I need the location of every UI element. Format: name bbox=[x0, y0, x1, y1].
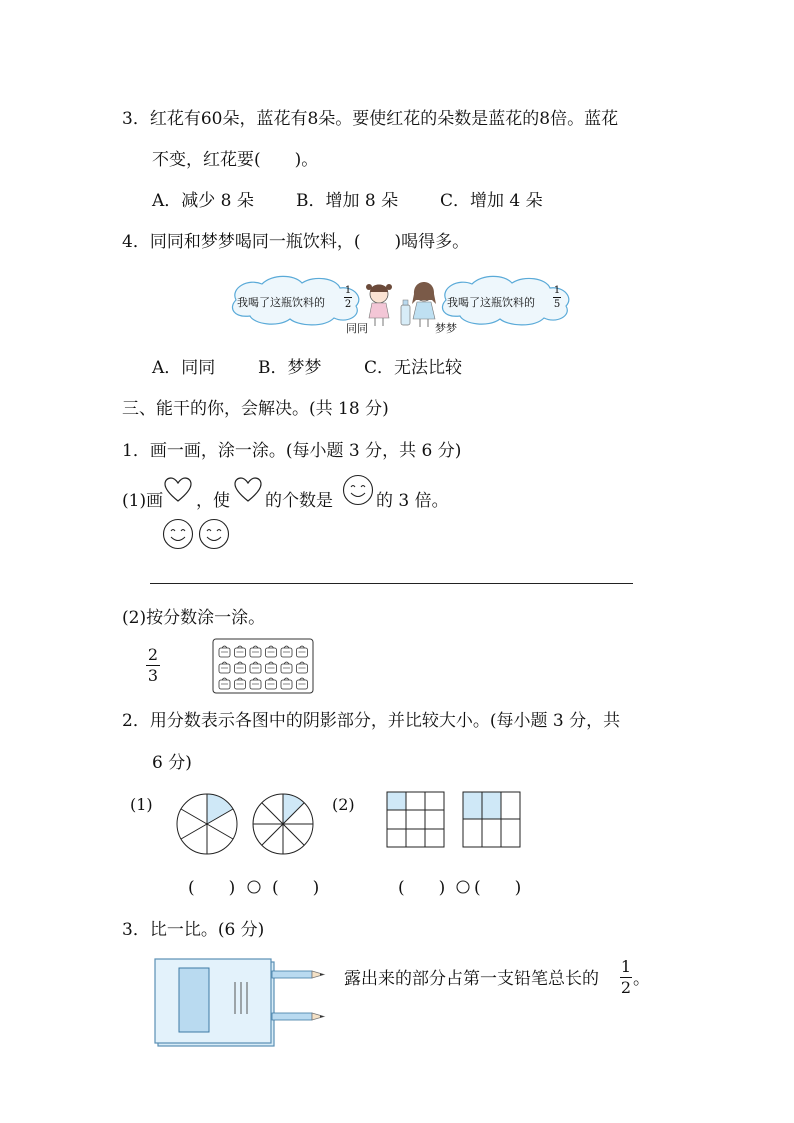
s3-q1-1-text-b: ，使 bbox=[196, 491, 230, 511]
bag-icon[interactable] bbox=[235, 678, 246, 689]
fraction-denominator: 5 bbox=[553, 299, 561, 310]
q4-option-b[interactable]: B．梦梦 bbox=[258, 358, 322, 378]
bubble-right-text: 我喝了这瓶饮料的 bbox=[447, 296, 535, 309]
fraction-numerator: 2 bbox=[147, 645, 159, 664]
bubble-left-text: 我喝了这瓶饮料的 bbox=[237, 296, 325, 309]
shaded-sector bbox=[283, 794, 304, 824]
smiley-face-icon bbox=[342, 474, 374, 506]
s3-q3-end: 。 bbox=[633, 969, 650, 989]
s3-q1-1-text-d: 的 3 倍。 bbox=[376, 491, 449, 511]
fraction-two-thirds bbox=[146, 646, 160, 685]
mengmeng-figure-icon bbox=[412, 282, 436, 327]
fraction-denominator: 3 bbox=[147, 666, 159, 685]
answer-line[interactable] bbox=[150, 583, 633, 584]
fraction-numerator: 1 bbox=[344, 285, 352, 296]
pencil-box-illustration bbox=[154, 958, 334, 1050]
fraction-one-half bbox=[620, 958, 632, 997]
fraction-denominator: 2 bbox=[344, 299, 352, 310]
s3-q3-stem: 3．比一比。(6 分) bbox=[122, 920, 265, 940]
fraction-denominator: 2 bbox=[620, 978, 632, 997]
bag-icon[interactable] bbox=[266, 662, 277, 673]
bag-icon[interactable] bbox=[281, 678, 292, 689]
blank-1[interactable]: ( ) bbox=[188, 878, 236, 898]
bag-icon[interactable] bbox=[297, 662, 308, 673]
bag-icon[interactable] bbox=[297, 678, 308, 689]
section3-title: 三、能干的你，会解决。(共 18 分) bbox=[122, 399, 389, 419]
bubble-left-fraction bbox=[344, 285, 352, 310]
pencil-icon bbox=[272, 1013, 324, 1020]
s3-q2-line2: 6 分) bbox=[152, 753, 192, 773]
blank-2[interactable]: ( ) bbox=[272, 878, 320, 898]
q3-option-a[interactable]: A．减少 8 朵 bbox=[152, 191, 254, 211]
smiley-face-icon bbox=[162, 518, 194, 550]
bag-icon[interactable] bbox=[297, 646, 308, 657]
bag-icon[interactable] bbox=[235, 646, 246, 657]
s3-q2-label-1: (1) bbox=[130, 795, 153, 814]
blank-3[interactable]: ( ) bbox=[398, 878, 446, 898]
bag-icon[interactable] bbox=[266, 678, 277, 689]
name-mengmeng: 梦梦 bbox=[435, 322, 457, 335]
bags-grid[interactable] bbox=[212, 638, 314, 694]
fraction-numerator: 1 bbox=[620, 957, 632, 976]
bag-icon[interactable] bbox=[250, 646, 261, 657]
compare-circle-icon[interactable] bbox=[247, 880, 261, 894]
bottle-icon bbox=[401, 300, 410, 325]
q3-line1: 3．红花有60朵，蓝花有8朵。要使红花的朵数是蓝花的8倍。蓝花 bbox=[122, 109, 619, 129]
compare-circle-icon[interactable] bbox=[456, 880, 470, 894]
bag-icon[interactable] bbox=[281, 662, 292, 673]
bag-icon[interactable] bbox=[219, 678, 230, 689]
smiley-face-icon bbox=[198, 518, 230, 550]
s3-q2-line1: 2．用分数表示各图中的阴影部分，并比较大小。(每小题 3 分，共 bbox=[122, 711, 621, 731]
grid-3x3 bbox=[386, 791, 446, 849]
q4-stem: 4．同同和梦梦喝同一瓶饮料，( )喝得多。 bbox=[122, 232, 470, 252]
bag-icon[interactable] bbox=[219, 662, 230, 673]
s3-q1-stem: 1．画一画，涂一涂。(每小题 3 分，共 6 分) bbox=[122, 441, 462, 461]
q4-option-a[interactable]: A．同同 bbox=[152, 358, 216, 378]
bag-icon[interactable] bbox=[219, 646, 230, 657]
s3-q2-label-2: (2) bbox=[332, 795, 355, 814]
s3-q1-2-text: (2)按分数涂一涂。 bbox=[122, 608, 266, 628]
bubble-right-fraction bbox=[553, 285, 561, 310]
bag-icon[interactable] bbox=[250, 662, 261, 673]
q3-option-c[interactable]: C．增加 4 朵 bbox=[440, 191, 543, 211]
tongtong-figure-icon bbox=[366, 284, 392, 326]
bag-icon[interactable] bbox=[235, 662, 246, 673]
s3-q1-1-text-a: (1)画 bbox=[122, 491, 164, 511]
circle-sixths bbox=[175, 792, 239, 856]
bag-icon[interactable] bbox=[266, 646, 277, 657]
s3-q1-1-text-c: 的个数是 bbox=[265, 491, 333, 511]
bag-icon[interactable] bbox=[281, 646, 292, 657]
grid-3x3-shaded bbox=[462, 791, 522, 849]
heart-icon bbox=[164, 477, 192, 503]
fraction-numerator: 1 bbox=[553, 285, 561, 296]
name-tongtong: 同同 bbox=[346, 322, 368, 335]
blank-4[interactable]: ( ) bbox=[474, 878, 522, 898]
q3-line2: 不变，红花要( )。 bbox=[152, 150, 319, 170]
heart-icon bbox=[234, 477, 262, 503]
bag-icon[interactable] bbox=[250, 678, 261, 689]
circle-eighths bbox=[251, 792, 315, 856]
q4-option-c[interactable]: C．无法比较 bbox=[364, 358, 463, 378]
s3-q3-text: 露出来的部分占第一支铅笔总长的 bbox=[344, 969, 599, 989]
pencil-icon bbox=[272, 971, 324, 978]
shaded-sector bbox=[207, 794, 233, 824]
q3-option-b[interactable]: B．增加 8 朵 bbox=[296, 191, 399, 211]
